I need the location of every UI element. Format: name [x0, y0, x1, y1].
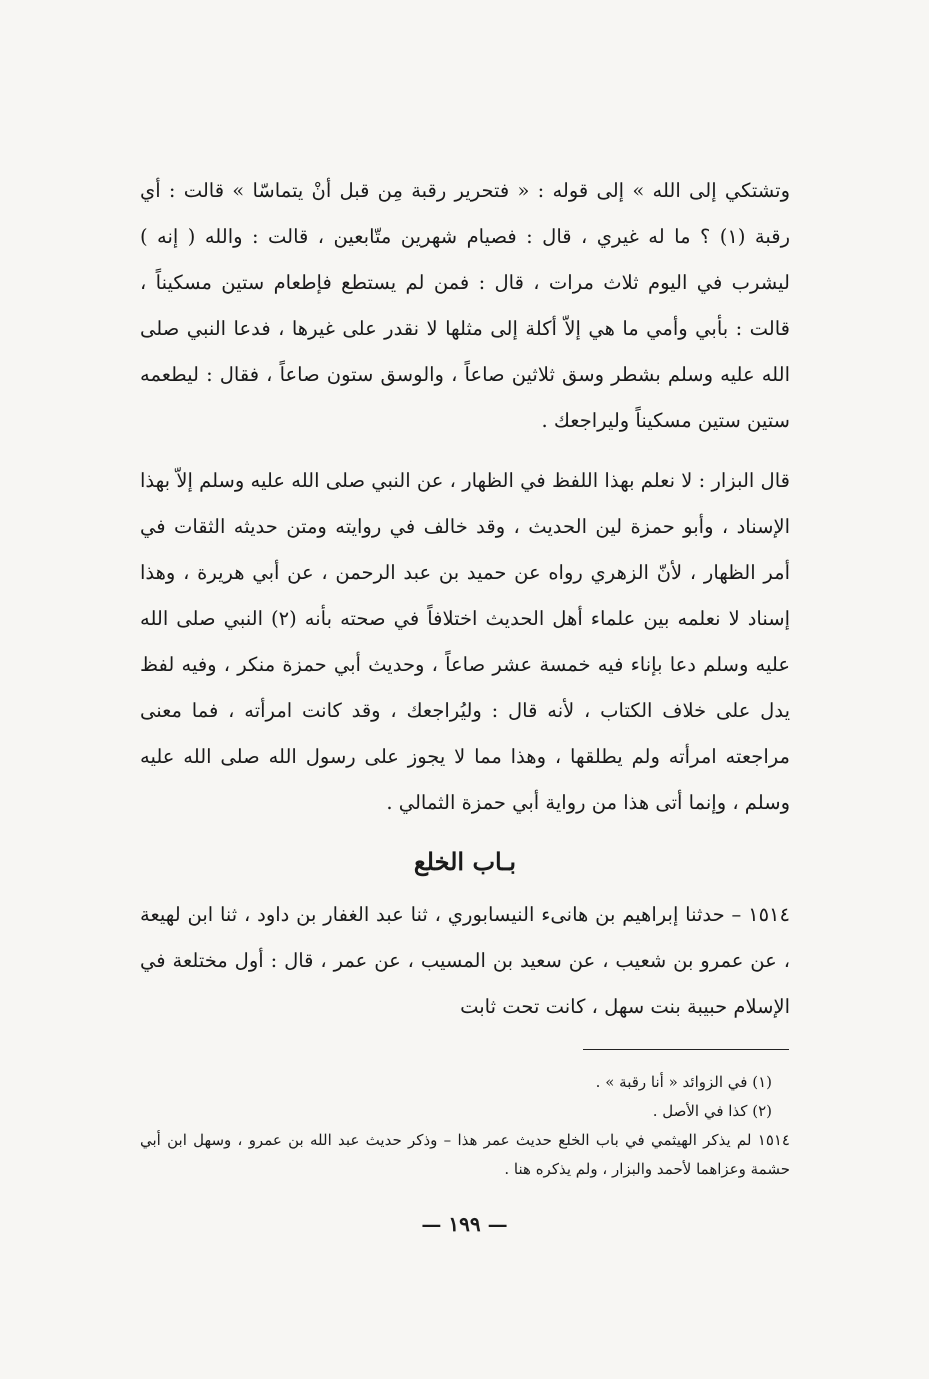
body-paragraph: قال البزار : لا نعلم بهذا اللفظ في الظهار ، عن النبي صلى الله عليه وسلم إلاّ بهذا الإسناد ، وأبو حمزة لين الحديث ، وقد خالف في روايته ومتن حديثه الثقات في أمر الظهار ، لأنّ الزهري رواه عن حميد بن عبد الرحمن ، عن أبي هريرة ، وهذا إسناد لا نعلمه بين علماء أهل الحديث اختلافاً في صحته بأنه (٢) النبي صلى الله عليه وسلم دعا بإناء فيه خمسة عشر صاعاً ، وحديث أبي حمزة منكر ، وفيه لفظ يدل على خلاف الكتاب ، لأنه قال : وليُراجعك ، وقد كانت امرأته ، فما معنى مراجعته امرأته ولم يطلقها ، وهذا مما لا يجوز على رسول الله صلى الله عليه وسلم ، وإنما أتى هذا من رواية أبي حمزة الثمالي .	[140, 469, 791, 814]
page-body	[140, 168, 790, 1030]
body-paragraph: ١٥١٤ – حدثنا إبراهيم بن هانىء النيسابوري ، ثنا عبد الغفار بن داود ، ثنا ابن لهيعة ، عن عمرو بن شعيب ، عن سعيد بن المسيب ، عن عمر ، قال : أول مختلعة في الإسلام حبيبة بنت سهل ، كانت تحت ثابت	[140, 903, 790, 1018]
section-heading: بـاب الخلع	[413, 847, 517, 876]
footnotes	[140, 1068, 790, 1184]
body-paragraph: وتشتكي إلى الله » إلى قوله : « فتحرير رقبة مِن قبل أنْ يتماسّا » قالت : أي رقبة (١) ؟ ما له غيري ، قال : فصيام شهرين متّابعين ، قالت : والله ( إنه ) ليشرب في اليوم ثلاث مرات ، قال : فمن لم يستطع فإطعام ستين مسكيناً ، قالت : بأبي وأمي ما هي إلاّ أكلة إلى مثلها لا نقدر على غيرها ، فدعا النبي صلى الله عليه وسلم بشطر وسق ثلاثين صاعاً ، والوسق ستون صاعاً ، فقال : ليطعمه ستين ستين مسكيناً وليراجعك .	[140, 179, 790, 432]
footnote: (٢) كذا في الأصل .	[652, 1102, 772, 1120]
footnote: ١٥١٤ لم يذكر الهيثمي في باب الخلع حديث عمر هذا – وذكر حديث عبد الله بن عمرو ، وسهل ابن أبي حشمة وعزاهما لأحمد والبزار ، ولم يذكره هنا .	[140, 1131, 790, 1178]
footnote-divider	[583, 1049, 789, 1050]
page-number: — ١٩٩ —	[421, 1212, 508, 1236]
footnote: (١) في الزوائد « أنا رقبة » .	[595, 1073, 772, 1091]
